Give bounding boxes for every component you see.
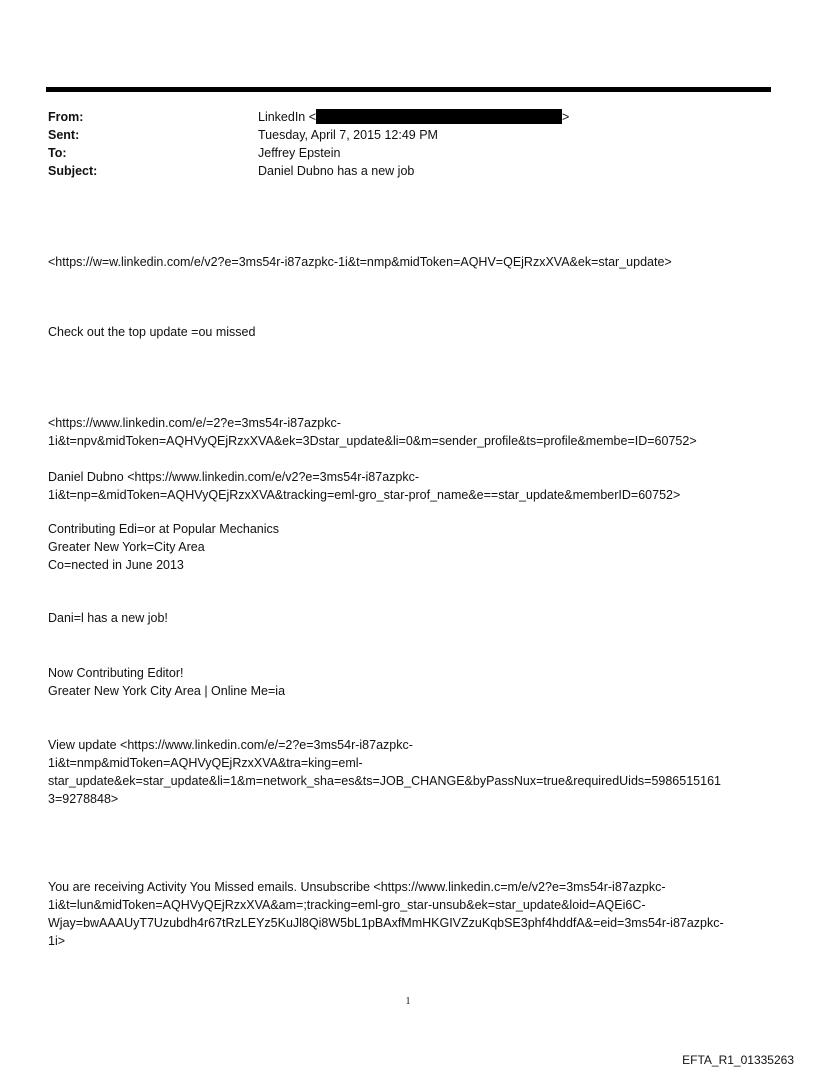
from-value: [258, 108, 569, 126]
from-name: LinkedIn <: [258, 110, 317, 124]
document-id: EFTA_R1_01335263: [682, 1053, 794, 1067]
redaction-bar: [316, 109, 562, 124]
news-text: Dani=l has a new job!: [48, 611, 168, 625]
to-value: Jeffrey Epstein: [258, 146, 341, 160]
view-update-link[interactable]: View update <https://www.linkedin.com/e/=2?e=3ms54r-i87azpkc- 1i&t=nmp&midToken=AQHVyQEjRzxXVA&tra=king=eml- star_update&ek=star_update&li=1&m=network_sha=es&ts=JOB_CHANGE&byPassNux=true&requiredUids=5986515161 3=9278848>: [48, 738, 721, 806]
to-label: To:: [48, 146, 67, 160]
intro-text: Check out the top update =ou missed: [48, 325, 256, 339]
unsubscribe-footer[interactable]: You are receiving Activity You Missed emails. Unsubscribe <https://www.linkedin.c=m/e/v2?e=3ms54r-i87azpkc- 1i&t=lun&midToken=AQHVyQEjRzxXVA&am=;tracking=eml-gro_star-unsub&ek=star_update&loid=AQEi6C- Wjay=bwAAAUyT7Uzubdh4r67tRzLEYz5KuJl8Qi8W5bL1pBAxfMmHKGIVZzuKqbSE3phf4hddfA&=eid=3ms54r-i87azpkc- 1i>: [48, 880, 724, 948]
subject-value: Daniel Dubno has a new job: [258, 164, 415, 178]
from-close: >: [562, 110, 570, 124]
star-update-link[interactable]: <https://w=w.linkedin.com/e/v2?e=3ms54r-i87azpkc-1i&t=nmp&midToken=AQHV=QEjRzxXVA&ek=star_update>: [48, 255, 672, 269]
sender-profile-link[interactable]: <https://www.linkedin.com/e/=2?e=3ms54r-i87azpkc- 1i&t=npv&midToken=AQHVyQEjRzxXVA&ek=3Dstar_update&li=0&m=sender_profile&ts=profile&membe=ID=60752>: [48, 416, 697, 448]
job-info: Now Contributing Editor! Greater New York City Area | Online Me=ia: [48, 666, 286, 698]
page-number: 1: [405, 996, 411, 1007]
header-rule: [46, 87, 771, 92]
subject-label: Subject:: [48, 164, 98, 178]
sent-value: Tuesday, April 7, 2015 12:49 PM: [258, 128, 438, 142]
profile-name-link[interactable]: Daniel Dubno <https://www.linkedin.com/e/v2?e=3ms54r-i87azpkc- 1i&t=np=&midToken=AQHVyQEjRzxXVA&tracking=eml-gro_star-prof_name&e==star_update&memberID=60752>: [48, 470, 681, 502]
from-label: From:: [48, 110, 84, 124]
sent-label: Sent:: [48, 128, 80, 142]
profile-info: Contributing Edi=or at Popular Mechanics Greater New York=City Area Co=nected in June 2013: [48, 522, 280, 572]
